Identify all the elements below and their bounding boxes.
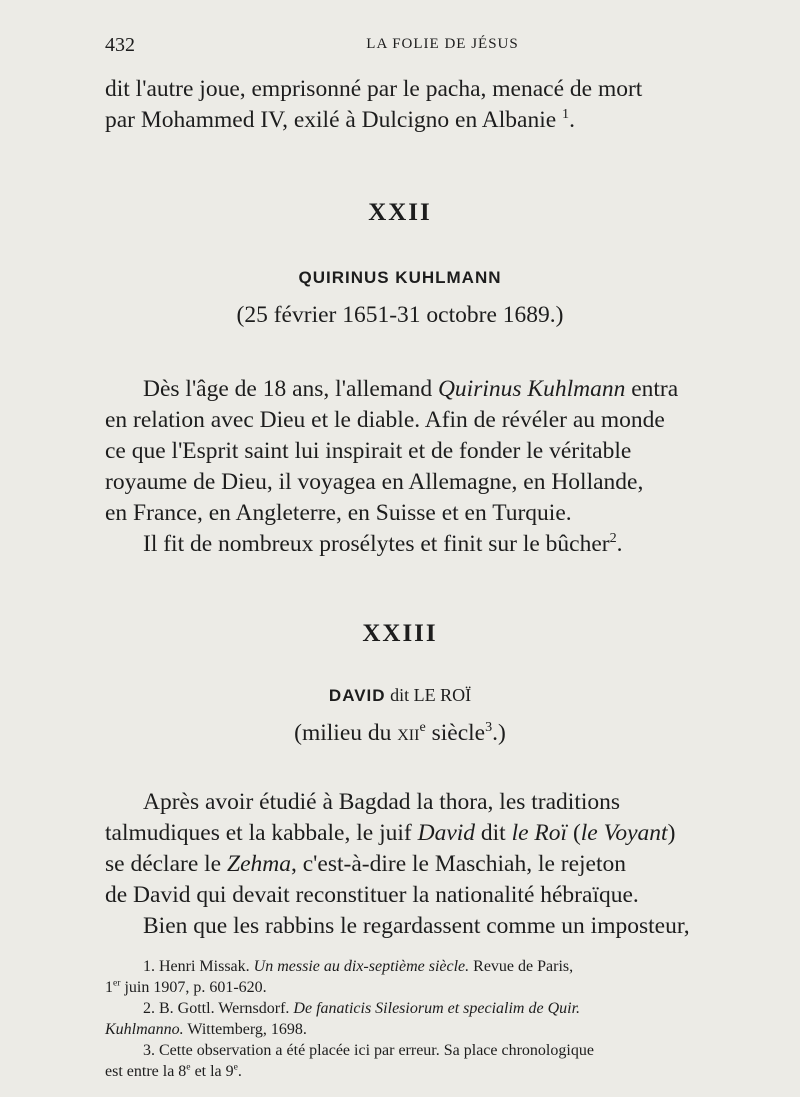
- text-span: .): [492, 720, 506, 746]
- text-span: juin 1907, p. 601-620.: [120, 979, 267, 996]
- text-span: 1. Henri Missak.: [143, 958, 254, 975]
- text-line: [105, 105, 775, 136]
- name-italic: Zehma: [227, 851, 291, 877]
- citation-title: Kuhlmanno.: [105, 1021, 184, 1038]
- text-line: dit l'autre joue, emprisonné par le pacha, menacé de mort: [105, 76, 643, 102]
- footnote-3-cont: [105, 1061, 780, 1082]
- continuation-paragraph: [105, 74, 775, 136]
- text-span: Wittemberg, 1698.: [183, 1021, 307, 1038]
- text-span: LE ROÏ: [413, 685, 472, 705]
- citation-title: Un messie au dix-septième siècle.: [253, 958, 470, 975]
- section-dates-xxii: (25 février 1651-31 octobre 1689.): [236, 302, 564, 328]
- text-span: Il fit de nombreux prosélytes et finit sur le bûcher: [143, 531, 610, 557]
- text-span: 2. B. Gottl. Wernsdorf.: [143, 1000, 294, 1017]
- name-italic: Quirinus Kuhlmann: [437, 376, 626, 402]
- footnote-3: 3. Cette observation a été placée ici par erreur. Sa place chronologique: [143, 1042, 594, 1059]
- superscript: er: [113, 977, 121, 989]
- footnote-ref: 3: [485, 719, 493, 736]
- text-line: ce que l'Esprit saint lui inspirait et de fonder le véritable: [105, 438, 632, 464]
- text-span: par Mohammed IV, exilé à Dulcigno en Albanie: [105, 107, 557, 133]
- text-line: [105, 374, 775, 405]
- section-dates-xxiii: [0, 720, 800, 747]
- section-name-xxii: [0, 268, 800, 288]
- footnotes: [105, 956, 780, 1082]
- text-span: entra: [625, 376, 679, 402]
- footnote-ref: 2: [609, 530, 617, 547]
- text-span: dit: [475, 820, 512, 846]
- text-line: [105, 818, 775, 849]
- text-span: ): [667, 820, 676, 846]
- text-line: de David qui devait reconstituer la nationalité hébraïque.: [105, 882, 639, 908]
- name-italic: David: [417, 820, 476, 846]
- text-span: (milieu du: [294, 720, 398, 746]
- section-name-text: QUIRINUS KUHLMANN: [298, 268, 502, 287]
- text-span: est entre la 8: [105, 1063, 187, 1080]
- section-name-text: DAVID: [328, 686, 386, 705]
- text-span: , c'est-à-dire le Maschiah, le rejeton: [290, 851, 627, 877]
- text-span: 1: [105, 979, 113, 996]
- text-line: [105, 529, 775, 560]
- footnote-2: [105, 998, 780, 1019]
- section-numeral-xxii: XXII: [368, 199, 432, 226]
- text-span: (: [567, 820, 581, 846]
- text-span: Dès l'âge de 18 ans, l'allemand: [143, 376, 438, 402]
- text-span: dit: [385, 685, 414, 705]
- section-numeral-xxiii: XXIII: [362, 620, 438, 647]
- text-line: [105, 849, 775, 880]
- footnote-1: [105, 956, 780, 977]
- text-line: royaume de Dieu, il voyagea en Allemagne, en Hollande,: [105, 469, 644, 495]
- century-numeral: xii: [397, 720, 420, 746]
- text-span: Revue de Paris,: [469, 958, 574, 975]
- text-line: Bien que les rabbins le regardassent comme un imposteur,: [143, 913, 690, 939]
- paragraph-kuhlmann: [105, 374, 775, 560]
- text-line: en relation avec Dieu et le diable. Afin de révéler au monde: [105, 407, 665, 433]
- text-span: .: [616, 531, 623, 557]
- name-italic: le Roï: [511, 820, 568, 846]
- text-line: en France, en Angleterre, en Suisse et en Turquie.: [105, 500, 572, 526]
- text-span: .: [237, 1063, 242, 1080]
- text-span: .: [569, 107, 575, 133]
- superscript: e: [186, 1061, 191, 1073]
- superscript: e: [419, 719, 426, 736]
- section-name-xxiii: [0, 685, 800, 706]
- footnote-2-cont: [105, 1019, 780, 1040]
- text-span: siècle: [425, 720, 486, 746]
- text-span: se déclare le: [105, 851, 227, 877]
- text-line: Après avoir étudié à Bagdad la thora, les traditions: [143, 789, 621, 815]
- name-italic: le Voyant: [580, 820, 668, 846]
- citation-title: De fanaticis Silesiorum et specialim de Quir.: [293, 1000, 581, 1017]
- text-span: et la 9: [190, 1063, 234, 1080]
- text-span: talmudiques et la kabbale, le juif: [105, 820, 418, 846]
- superscript: e: [233, 1061, 238, 1073]
- paragraph-david: [105, 787, 775, 942]
- running-head: [105, 34, 780, 58]
- running-title: LA FOLIE DE JÉSUS: [366, 36, 519, 52]
- page-number: 432: [105, 34, 135, 56]
- footnote-1-cont: [105, 977, 780, 998]
- footnote-ref: 1: [562, 106, 570, 123]
